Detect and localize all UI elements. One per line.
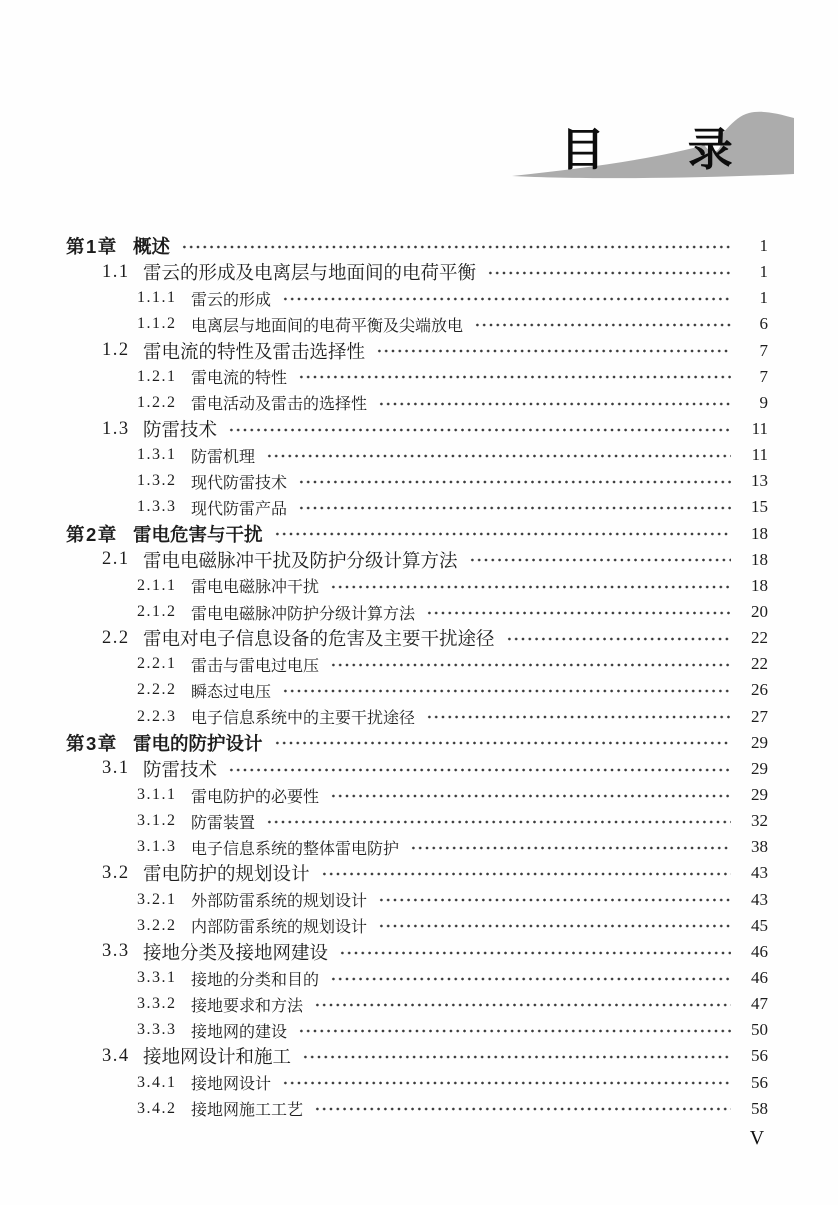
- dot-leader: [378, 390, 731, 416]
- dot-leader: [274, 521, 731, 547]
- page-number: V: [749, 1127, 765, 1149]
- entry-number: 3.2: [102, 862, 130, 883]
- entry-number: 3.1.1: [137, 786, 177, 804]
- entry-title: 接地分类及接地网建设: [143, 943, 329, 964]
- toc-entry: [0, 887, 768, 913]
- entry-page: 29: [751, 785, 768, 805]
- entry-page: 46: [751, 941, 768, 961]
- entry-page: 56: [751, 1046, 768, 1066]
- entry-title: 雷云的形成: [191, 291, 272, 309]
- toc-entry: [0, 860, 768, 886]
- entry-page: 7: [759, 366, 768, 386]
- entry-title: 防雷技术: [143, 421, 218, 442]
- toc-entry: [0, 991, 768, 1017]
- entry-number: 1.2.1: [137, 367, 177, 385]
- entry-number: 2.2.1: [137, 655, 177, 673]
- entry-number: 3.2.1: [137, 890, 177, 908]
- toc-entry: [0, 808, 768, 834]
- entry-page: 45: [751, 915, 768, 935]
- toc-entry: [0, 1043, 768, 1069]
- entry-title: 雷击与雷电过电压: [191, 657, 320, 675]
- dot-leader: [376, 338, 731, 364]
- toc-entry: [0, 233, 768, 259]
- entry-page: 43: [751, 863, 768, 883]
- toc-entry: [0, 834, 768, 860]
- entry-title: 现代防雷产品: [191, 500, 288, 518]
- entry-number: 3.2.2: [137, 916, 177, 934]
- entry-page: 9: [759, 392, 768, 412]
- dot-leader: [181, 233, 731, 259]
- entry-page: 13: [751, 471, 768, 491]
- entry-page: 20: [751, 602, 768, 622]
- toc-entry: [0, 285, 768, 311]
- entry-title: 防雷技术: [143, 760, 218, 781]
- toc: [0, 233, 838, 1122]
- toc-entry: [0, 1017, 768, 1043]
- dot-leader: [321, 860, 731, 886]
- dot-leader: [298, 364, 731, 390]
- dot-leader: [426, 599, 731, 625]
- dot-leader: [266, 808, 731, 834]
- entry-page: 58: [751, 1098, 768, 1118]
- toc-entry: [0, 730, 768, 756]
- entry-page: 29: [751, 732, 768, 752]
- entry-title: 接地要求和方法: [191, 997, 304, 1015]
- entry-page: 6: [759, 314, 768, 334]
- entry-number: 3.1: [102, 758, 130, 779]
- entry-title: 电离层与地面间的电荷平衡及尖端放电: [191, 317, 464, 335]
- toc-entry: [0, 913, 768, 939]
- entry-number: 3.1.3: [137, 838, 177, 856]
- dot-leader: [228, 416, 731, 442]
- entry-number: 3.4.1: [137, 1073, 177, 1091]
- dot-leader: [469, 547, 731, 573]
- entry-title: 雷电危害与干扰: [133, 523, 263, 545]
- entry-title: 外部防雷系统的规划设计: [191, 893, 368, 911]
- dot-leader: [506, 625, 731, 651]
- entry-page: 47: [751, 994, 768, 1014]
- entry-title: 现代防雷技术: [191, 474, 288, 492]
- entry-title: 雷电电磁脉冲干扰及防护分级计算方法: [143, 551, 458, 572]
- entry-page: 1: [759, 288, 768, 308]
- entry-number: 2.2.2: [137, 681, 177, 699]
- entry-title: 雷云的形成及电离层与地面间的电荷平衡: [143, 264, 477, 285]
- entry-page: 22: [751, 628, 768, 648]
- entry-title: 雷电对电子信息设备的危害及主要干扰途径: [143, 630, 495, 651]
- entry-title: 内部防雷系统的规划设计: [191, 919, 368, 937]
- entry-title: 雷电电磁脉冲防护分级计算方法: [191, 605, 416, 623]
- toc-entry: [0, 390, 768, 416]
- dot-leader: [330, 573, 731, 599]
- entry-number: 2.1: [102, 549, 130, 570]
- entry-page: 7: [759, 340, 768, 360]
- toc-entry: [0, 939, 768, 965]
- entry-page: 46: [751, 968, 768, 987]
- entry-page: 11: [751, 419, 768, 439]
- dot-leader: [330, 965, 731, 991]
- toc-entry: [0, 1096, 768, 1122]
- entry-number: 2.1.1: [137, 576, 177, 594]
- entry-number: 3.4.2: [137, 1099, 177, 1117]
- toc-entry: [0, 442, 768, 468]
- entry-number: 2.2.3: [137, 707, 177, 725]
- toc-entry: [0, 364, 768, 390]
- entry-page: 1: [759, 236, 768, 256]
- entry-title: 接地的分类和目的: [191, 971, 320, 989]
- entry-number: 3.3: [102, 941, 130, 962]
- entry-title: 瞬态过电压: [191, 683, 272, 701]
- entry-page: 43: [751, 889, 768, 909]
- dot-leader: [378, 887, 731, 913]
- dot-leader: [228, 756, 731, 782]
- entry-page: 1: [759, 262, 768, 282]
- entry-number: 1.3.3: [137, 498, 177, 516]
- dot-leader: [487, 259, 731, 285]
- entry-number: 1.3: [102, 418, 130, 439]
- toc-entry: [0, 547, 768, 573]
- entry-number: 3.4: [102, 1045, 130, 1066]
- dot-leader: [314, 1096, 731, 1122]
- toc-entry: [0, 573, 768, 599]
- entry-page: 11: [751, 445, 768, 465]
- entry-number: 第1章: [66, 236, 118, 258]
- dot-leader: [302, 1043, 731, 1069]
- toc-entry: [0, 625, 768, 651]
- entry-title: 接地网施工工艺: [191, 1102, 304, 1120]
- toc-entry: [0, 521, 768, 547]
- dot-leader: [410, 834, 731, 860]
- toc-entry: [0, 311, 768, 337]
- toc-entry: [0, 965, 768, 991]
- header-graphic: [508, 104, 800, 188]
- entry-number: 1.2.2: [137, 393, 177, 411]
- dot-leader: [298, 1017, 731, 1043]
- dot-leader: [339, 939, 731, 965]
- dot-leader: [282, 1070, 731, 1096]
- entry-number: 1.1.2: [137, 315, 177, 333]
- entry-title: 雷电活动及雷击的选择性: [191, 396, 368, 414]
- entry-number: 3.3.2: [137, 995, 177, 1013]
- dot-leader: [282, 285, 731, 311]
- dot-leader: [330, 651, 731, 677]
- entry-number: 1.2: [102, 340, 130, 361]
- entry-page: 15: [751, 497, 768, 517]
- entry-page: 22: [751, 654, 768, 674]
- dot-leader: [298, 494, 731, 520]
- entry-number: 3.3.3: [137, 1021, 177, 1039]
- entry-title: 雷电防护的规划设计: [143, 865, 310, 886]
- entry-title: 雷电流的特性: [191, 370, 288, 388]
- toc-entry: [0, 1070, 768, 1096]
- entry-number: 2.1.2: [137, 603, 177, 621]
- entry-number: 1.1: [102, 261, 130, 282]
- toc-heading: 目 录: [560, 125, 752, 175]
- entry-title: 接地网设计和施工: [143, 1048, 292, 1069]
- entry-title: 防雷装置: [191, 814, 256, 832]
- toc-entry: [0, 468, 768, 494]
- dot-leader: [298, 468, 731, 494]
- entry-title: 雷电流的特性及雷击选择性: [143, 342, 366, 363]
- entry-page: 27: [751, 706, 768, 726]
- entry-page: 18: [751, 575, 768, 595]
- entry-number: 2.2: [102, 627, 130, 648]
- entry-page: 26: [751, 680, 768, 700]
- entry-page: 50: [751, 1020, 768, 1040]
- toc-entry: [0, 756, 768, 782]
- entry-page: 56: [751, 1072, 768, 1092]
- entry-page: 38: [751, 837, 768, 857]
- toc-entry: [0, 704, 768, 730]
- dot-leader: [274, 730, 731, 756]
- entry-number: 1.1.1: [137, 289, 177, 307]
- dot-leader: [266, 442, 731, 468]
- entry-title: 雷电的防护设计: [133, 732, 263, 754]
- entry-title: 雷电电磁脉冲干扰: [191, 579, 320, 597]
- entry-number: 1.3.1: [137, 446, 177, 464]
- entry-number: 1.3.2: [137, 472, 177, 490]
- entry-title: 概述: [133, 236, 171, 258]
- entry-title: 电子信息系统的整体雷电防护: [191, 840, 400, 858]
- toc-entry: [0, 677, 768, 703]
- entry-page: 18: [751, 549, 768, 569]
- toc-entry: [0, 338, 768, 364]
- entry-title: 电子信息系统中的主要干扰途径: [191, 710, 416, 728]
- toc-entry: [0, 599, 768, 625]
- entry-page: 32: [751, 811, 768, 831]
- entry-page: 18: [751, 523, 768, 543]
- toc-entry: [0, 651, 768, 677]
- entry-title: 接地网设计: [191, 1076, 272, 1094]
- entry-title: 雷电防护的必要性: [191, 788, 320, 806]
- entry-number: 第3章: [66, 732, 118, 754]
- entry-page: 29: [751, 758, 768, 778]
- dot-leader: [330, 782, 731, 808]
- entry-title: 接地网的建设: [191, 1023, 288, 1041]
- toc-entry: [0, 782, 768, 808]
- toc-entry: [0, 494, 768, 520]
- dot-leader: [282, 677, 731, 703]
- dot-leader: [474, 311, 731, 337]
- entry-number: 3.3.1: [137, 969, 177, 986]
- entry-title: 防雷机理: [191, 448, 256, 466]
- dot-leader: [314, 991, 731, 1017]
- dot-leader: [426, 704, 731, 730]
- toc-entry: [0, 416, 768, 442]
- dot-leader: [378, 913, 731, 939]
- entry-number: 第2章: [66, 523, 118, 545]
- toc-entry: [0, 259, 768, 285]
- entry-number: 3.1.2: [137, 812, 177, 830]
